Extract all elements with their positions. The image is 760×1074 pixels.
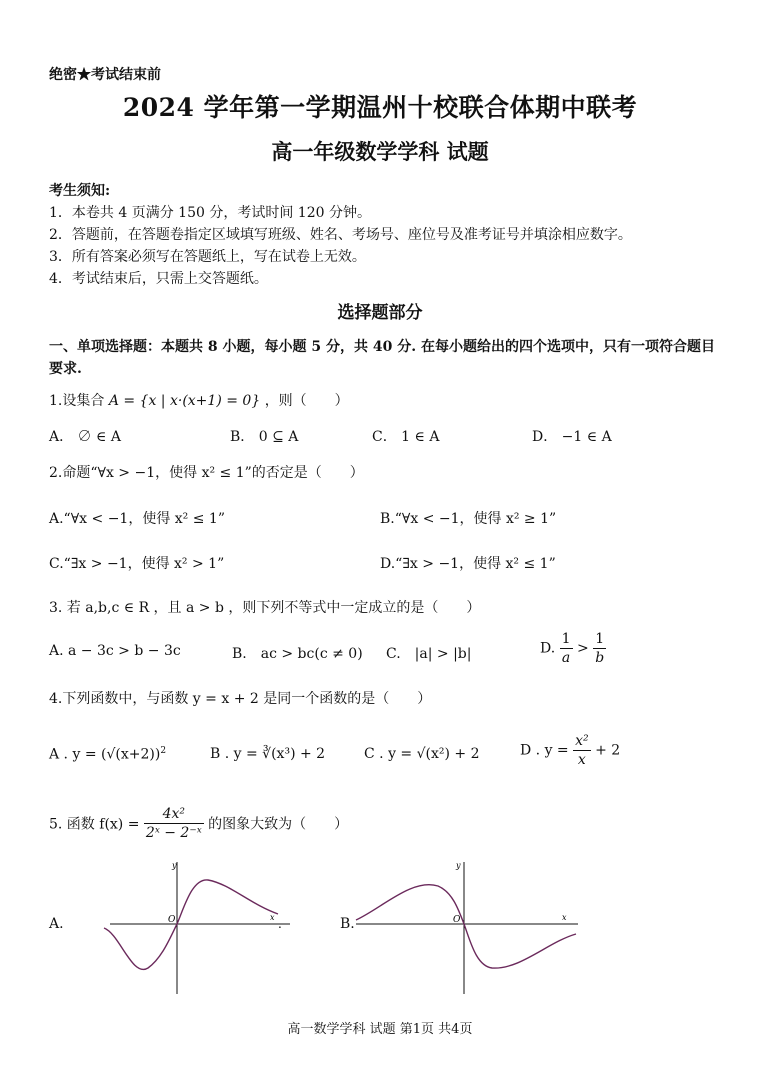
origin-label: O <box>453 915 461 925</box>
graph-a-label: A. <box>49 916 64 932</box>
question-3-stem: 3. 若 a,b,c ∈ R ，且 a > b ，则下列不等式中一定成立的是（ ） <box>49 600 481 616</box>
question-4-stem: 4.下列函数中，与函数 y = x + 2 是同一个函数的是（ ） <box>49 691 432 707</box>
q1-option-a: A． ∅ ∈ A <box>49 429 121 445</box>
q3-option-b: B. ac > bc(c ≠ 0) <box>232 646 363 662</box>
question-1-stem: 1.设集合 A = {x | x·(x+1) = 0} ，则（ ） <box>49 393 349 409</box>
q1-option-c: C． 1 ∈ A <box>372 429 440 445</box>
question-5-stem: 5. 函数 f(x) = $\frac{\text{4x²}}{\text{2ˣ − 2⁻ˣ}}$ 的图象大致为（ ） <box>49 806 349 841</box>
exam-title: 2024 学年第一学期温州十校联合体期中联考 <box>122 93 638 122</box>
q1-option-d: D． −1 ∈ A <box>532 429 612 445</box>
part-instructions: 一、单项选择题：本题共 8 小题，每小题 5 分，共 40 分. 在每小题给出的四个选项中，只有一项符合题目要求. <box>49 339 715 377</box>
x-axis-label: x <box>270 913 275 922</box>
q4-option-a: A . $y = (√(x+2))^2$ <box>49 746 167 763</box>
q3-option-a: A. a − 3c > b − 3c <box>49 643 181 659</box>
page-footer: 高一数学学科 试题 第1页 共4页 <box>287 1022 473 1037</box>
q3-option-d: D. $\frac{1}{a}$ > $\frac{1}{b}$ <box>540 631 605 666</box>
q4-option-c: C . y = √(x²) + 2 <box>364 746 480 762</box>
graph-a-curve <box>104 880 278 970</box>
fraction-x2-over-x: $\frac{\text{x²}}{x}$ <box>575 733 589 768</box>
notice-item: 1．本卷共 4 页满分 150 分，考试时间 120 分钟。 <box>49 205 371 221</box>
q4-option-d: D . y = $\frac{\text{x²}}{x}$ + 2 <box>520 733 621 768</box>
q4-option-b: B . y = ∛(x³) + 2 <box>210 746 326 762</box>
x-axis-label: x <box>562 913 567 922</box>
q2-option-d: D.“∃x > −1，使得 x² ≤ 1” <box>380 556 556 572</box>
section-title: 选择题部分 <box>337 303 423 323</box>
y-axis-label: y <box>456 861 461 870</box>
notice-item: 2．答题前，在答题卷指定区域填写班级、姓名、考场号、座位号及准考证号并填涂相应数字。 <box>49 227 632 243</box>
q1-option-b: B． 0 ⊆ A <box>230 429 299 445</box>
graph-a <box>100 858 300 998</box>
origin-label: O <box>168 915 176 925</box>
graph-b <box>352 858 582 998</box>
exam-subtitle: 高一年级数学学科 试题 <box>271 139 489 164</box>
fraction-one-over-a: $\frac{1}{a}$ <box>561 631 571 666</box>
q2-option-b: B.“∀x < −1，使得 x² ≥ 1” <box>380 511 557 527</box>
graph-a-dot: . <box>278 917 282 931</box>
set-definition: A = {x | x·(x+1) = 0} <box>108 393 261 409</box>
q2-option-c: C.“∃x > −1，使得 x² > 1” <box>49 556 225 572</box>
q3-option-c: C. |a| > |b| <box>386 646 472 662</box>
graph-b-label: B. <box>340 916 355 932</box>
notice-item: 4．考试结束后，只需上交答题纸。 <box>49 271 268 287</box>
notice-item: 3．所有答案必须写在答题纸上，写在试卷上无效。 <box>49 249 366 265</box>
confidential-label: 绝密★考试结束前 <box>49 67 161 83</box>
y-axis-label: y <box>172 861 177 870</box>
fraction-one-over-b: $\frac{1}{b}$ <box>595 631 605 666</box>
notice-heading: 考生须知: <box>49 183 111 199</box>
q2-option-a: A.“∀x < −1，使得 x² ≤ 1” <box>49 511 225 527</box>
graph-b-curve <box>356 885 576 968</box>
function-fraction: $\frac{\text{4x²}}{\text{2ˣ − 2⁻ˣ}}$ <box>145 806 202 841</box>
question-2-stem: 2.命题“∀x > −1，使得 x² ≤ 1”的否定是（ ） <box>49 465 364 481</box>
